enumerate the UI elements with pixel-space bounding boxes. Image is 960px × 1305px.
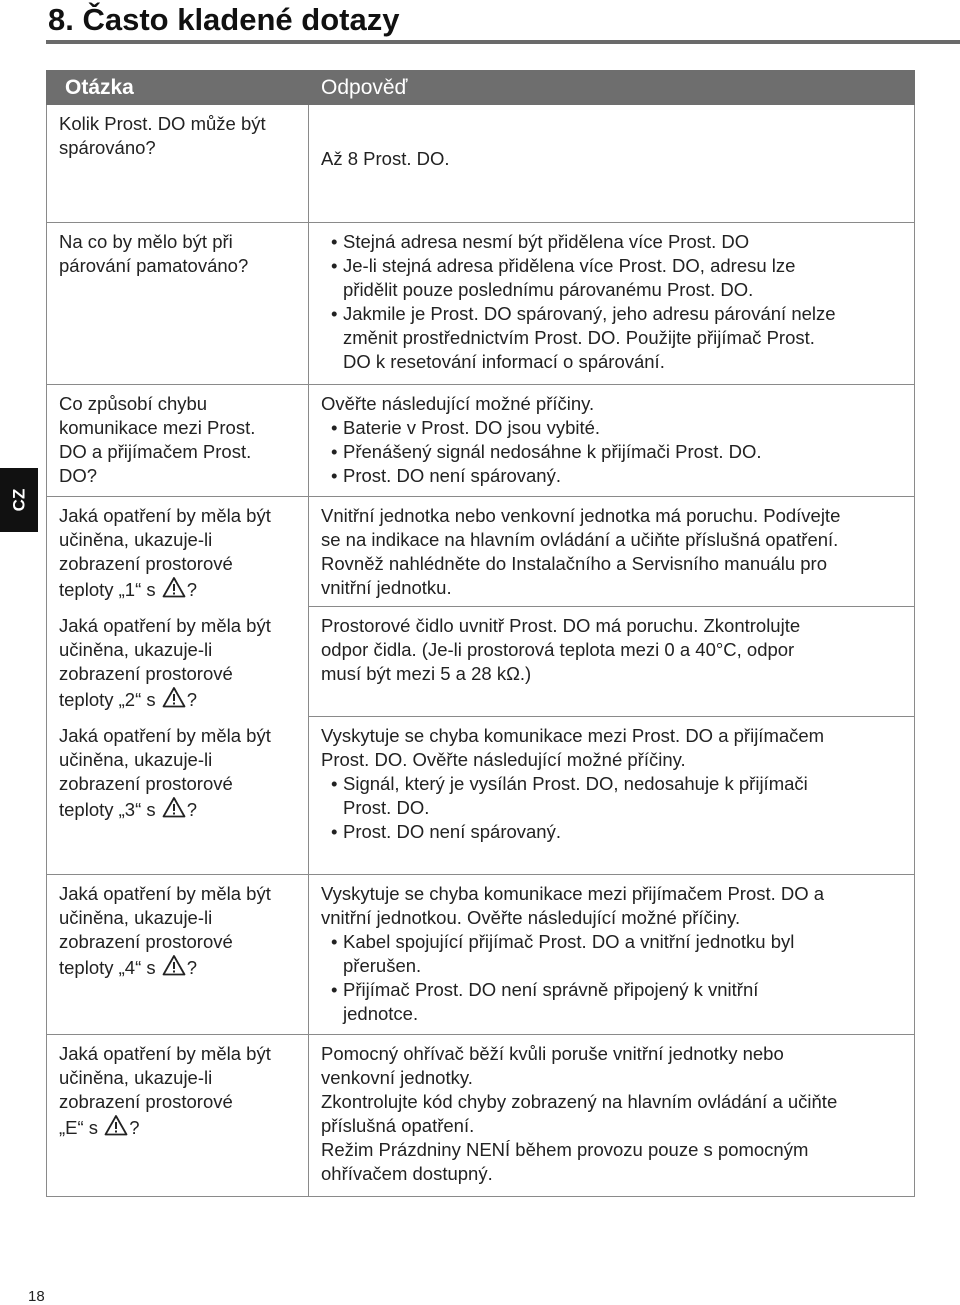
answer-cell xyxy=(309,105,915,223)
question-line: učiněna, ukazuje-li xyxy=(59,638,213,660)
answer-cell xyxy=(309,717,915,875)
answer-bullet: • Kabel spojující přijímač Prost. DO a vnitřní jednotku byl xyxy=(321,930,904,954)
answer-line: příslušná opatření. xyxy=(321,1115,475,1136)
question-line: zobrazení prostorové xyxy=(59,1091,233,1112)
answer-bullet: • Prost. DO není spárovaný. xyxy=(321,820,904,844)
answer-line: Pomocný ohřívač běží kvůli poruše vnitřní jednotky nebo xyxy=(321,1043,784,1064)
answer-bullet: • Je-li stejná adresa přidělena více Prost. DO, adresu lze xyxy=(321,254,904,278)
question-line: spárováno? xyxy=(59,137,156,158)
question-line: učiněna, ukazuje-li xyxy=(59,907,213,928)
question-line: zobrazení prostorové xyxy=(59,931,233,952)
table-row xyxy=(47,1035,915,1197)
answer-line: musí být mezi 5 a 28 kΩ.) xyxy=(321,663,532,684)
header-question: Otázka xyxy=(47,71,309,105)
question-cell xyxy=(47,875,309,1035)
question-line: DO? xyxy=(59,465,98,486)
answer-line: vnitřní jednotku. xyxy=(321,577,452,598)
warning-icon xyxy=(162,796,186,818)
answer-cell xyxy=(309,385,915,497)
answer-bullet: • Baterie v Prost. DO jsou vybité. xyxy=(321,416,904,440)
question-line: Jaká opatření by měla být xyxy=(59,883,271,904)
answer-intro: Vyskytuje se chyba komunikace mezi přijímačem Prost. DO a xyxy=(321,883,825,904)
answer-bullet-continued: změnit prostřednictvím Prost. DO. Použijte přijímač Prost. xyxy=(343,327,815,348)
question-line: Na co by mělo být při xyxy=(59,231,233,252)
question-line-last: teploty „1“ s ? xyxy=(59,576,298,602)
warning-icon xyxy=(162,954,186,976)
answer-bullet: • Signál, který je vysílán Prost. DO, nedosahuje k přijímači xyxy=(321,772,904,796)
answer-bullet: • Přenášený signál nedosáhne k přijímači Prost. DO. xyxy=(321,440,904,464)
answer-bullet: • Stejná adresa nesmí být přidělena více Prost. DO xyxy=(321,230,904,254)
answer-line: ohřívačem dostupný. xyxy=(321,1163,493,1184)
table-row xyxy=(47,223,915,385)
question-line: zobrazení prostorové xyxy=(59,553,233,574)
question-line: Jaká opatření by měla být xyxy=(59,614,271,636)
page-number: 18 xyxy=(28,1288,45,1305)
question-line-last: teploty „4“ s ? xyxy=(59,954,298,980)
answer-line: Zkontrolujte kód chyby zobrazený na hlavním ovládání a učiňte xyxy=(321,1091,838,1112)
warning-icon xyxy=(162,576,186,598)
answer-line: Prostorové čidlo uvnitř Prost. DO má poruchu. Zkontrolujte xyxy=(321,615,801,636)
question-cell xyxy=(47,497,309,607)
answer-line: Až 8 Prost. DO. xyxy=(321,148,450,169)
answer-cell xyxy=(309,497,915,607)
answer-bullet: • Jakmile je Prost. DO spárovaný, jeho adresu párování nelze xyxy=(321,302,904,326)
question-cell xyxy=(47,105,309,223)
table-row xyxy=(47,607,915,717)
table-row xyxy=(47,105,915,223)
question-line-text: teploty „1“ s xyxy=(59,579,161,600)
answer-bullet-continued: přidělit pouze poslednímu párovanému Prost. DO. xyxy=(343,279,754,300)
answer-line: Rovněž nahlédněte do Instalačního a Servisního manuálu pro xyxy=(321,553,828,574)
answer-bullet-continued: Prost. DO. xyxy=(343,797,430,818)
answer-cell xyxy=(309,875,915,1035)
question-line: Jaká opatření by měla být xyxy=(59,505,271,526)
answer-line: venkovní jednotky. xyxy=(321,1067,473,1088)
question-line: Jaká opatření by měla být xyxy=(59,724,271,746)
question-line: DO a přijímačem Prost. xyxy=(59,441,252,462)
answer-line: Vnitřní jednotka nebo venkovní jednotka má poruchu. Podívejte xyxy=(321,505,841,526)
warning-icon xyxy=(104,1114,128,1136)
table-row xyxy=(47,385,915,497)
faq-table xyxy=(46,70,915,1197)
question-line: učiněna, ukazuje-li xyxy=(59,748,213,770)
question-line-text: teploty „4“ s xyxy=(59,957,161,978)
answer-intro: Prost. DO. Ověřte následující možné příčiny. xyxy=(321,749,686,770)
question-line-last: teploty „3“ s ? xyxy=(59,796,298,822)
question-line: Jaká opatření by měla být xyxy=(59,1043,271,1064)
question-line: zobrazení prostorové xyxy=(59,772,233,794)
header-answer: Odpověď xyxy=(309,71,915,105)
answer-intro: Ověřte následující možné příčiny. xyxy=(321,393,595,414)
question-line: Co způsobí chybu xyxy=(59,393,208,414)
language-tab-label: CZ xyxy=(8,488,28,512)
question-line: učiněna, ukazuje-li xyxy=(59,529,213,550)
answer-cell xyxy=(309,223,915,385)
question-line: párování pamatováno? xyxy=(59,255,249,276)
question-line-last: „E“ s ? xyxy=(59,1114,298,1140)
answer-bullet: • Prost. DO není spárovaný. xyxy=(321,464,904,488)
answer-cell xyxy=(309,1035,915,1197)
answer-line: odpor čidla. (Je-li prostorová teplota mezi 0 a 40°C, odpor xyxy=(321,639,795,660)
answer-bullet-continued: přerušen. xyxy=(343,955,422,976)
answer-line: se na indikace na hlavním ovládání a učiňte příslušná opatření. xyxy=(321,529,839,550)
table-row xyxy=(47,497,915,607)
table-row xyxy=(47,875,915,1035)
question-line-text: „E“ s xyxy=(59,1117,104,1138)
answer-bullet-continued: DO k resetování informací o spárování. xyxy=(343,351,665,372)
question-line: Kolik Prost. DO může být xyxy=(59,113,266,134)
question-cell xyxy=(47,1035,309,1197)
question-line: komunikace mezi Prost. xyxy=(59,417,256,438)
question-cell xyxy=(47,223,309,385)
answer-line: Režim Prázdniny NENÍ během provozu pouze s pomocným xyxy=(321,1139,809,1160)
answer-cell xyxy=(309,607,915,717)
question-cell xyxy=(47,607,309,717)
title-bar xyxy=(46,0,960,44)
question-line-text: teploty „2“ s xyxy=(59,688,161,710)
question-line: zobrazení prostorové xyxy=(59,662,233,684)
question-line-text: teploty „3“ s xyxy=(59,798,161,820)
question-cell xyxy=(47,717,309,875)
answer-bullet: • Přijímač Prost. DO není správně připojený k vnitřní xyxy=(321,978,904,1002)
question-line: učiněna, ukazuje-li xyxy=(59,1067,213,1088)
answer-intro: vnitřní jednotkou. Ověřte následující možné příčiny. xyxy=(321,907,741,928)
page-title: 8. Často kladené dotazy xyxy=(48,2,400,37)
table-row xyxy=(47,717,915,875)
question-cell xyxy=(47,385,309,497)
question-line-last: teploty „2“ s ? xyxy=(59,686,298,712)
language-tab xyxy=(0,468,38,532)
warning-icon xyxy=(162,686,186,708)
answer-intro: Vyskytuje se chyba komunikace mezi Prost. DO a přijímačem xyxy=(321,725,825,746)
table-header-row xyxy=(47,71,915,105)
answer-bullet-continued: jednotce. xyxy=(343,1003,419,1024)
